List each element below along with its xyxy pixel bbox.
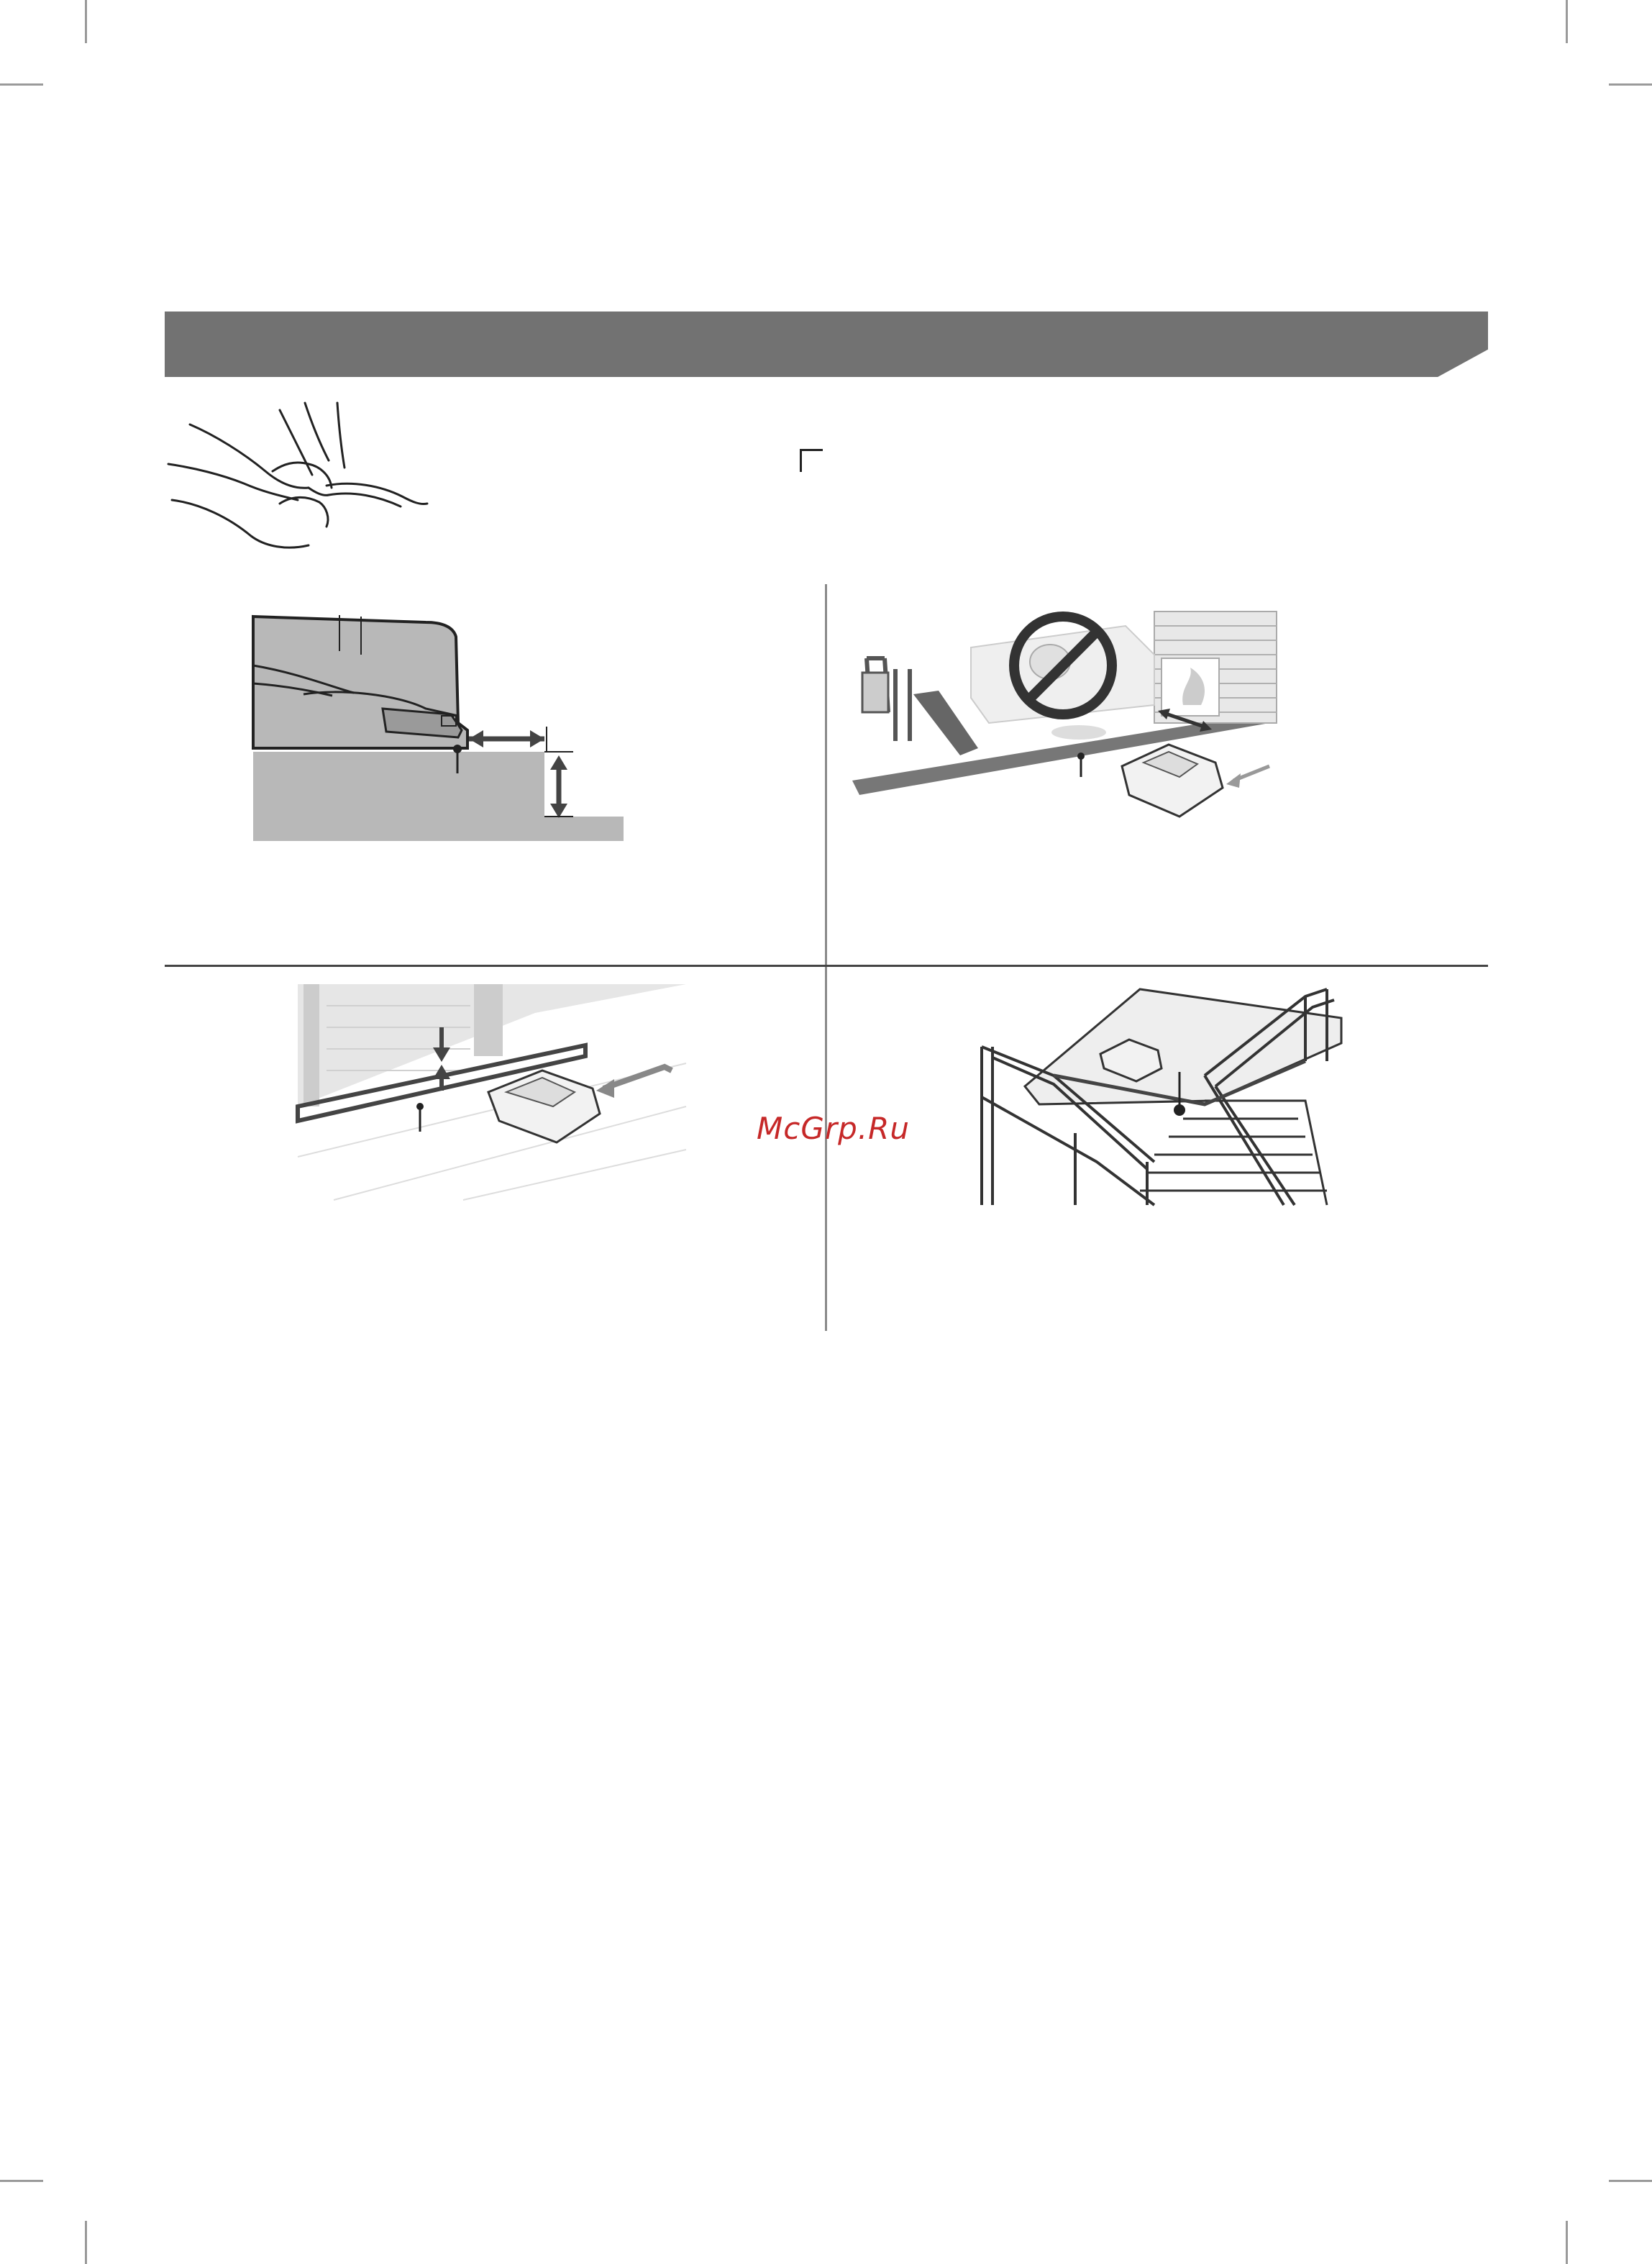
checkbox-icon — [800, 449, 823, 472]
watermark-text: McGrp.Ru — [757, 1111, 910, 1146]
crop-mark-icon — [0, 83, 43, 86]
crop-mark-icon — [0, 2180, 43, 2182]
crop-mark-icon — [1609, 83, 1652, 86]
step-distance-illustration — [253, 608, 627, 845]
panel-divider-horizontal — [165, 965, 1488, 967]
crop-mark-icon — [1609, 2180, 1652, 2182]
crop-mark-icon — [1566, 2221, 1568, 2264]
section-header-bar — [165, 312, 1488, 377]
door-threshold-illustration — [298, 984, 700, 1207]
stairs-illustration — [967, 989, 1341, 1205]
obstacles-illustration — [852, 604, 1284, 849]
crop-mark-icon — [85, 2221, 87, 2264]
panel-divider-vertical — [825, 584, 827, 1331]
crop-mark-icon — [1566, 0, 1568, 43]
crop-mark-icon — [85, 0, 87, 43]
hands-tape-illustration — [165, 403, 438, 554]
